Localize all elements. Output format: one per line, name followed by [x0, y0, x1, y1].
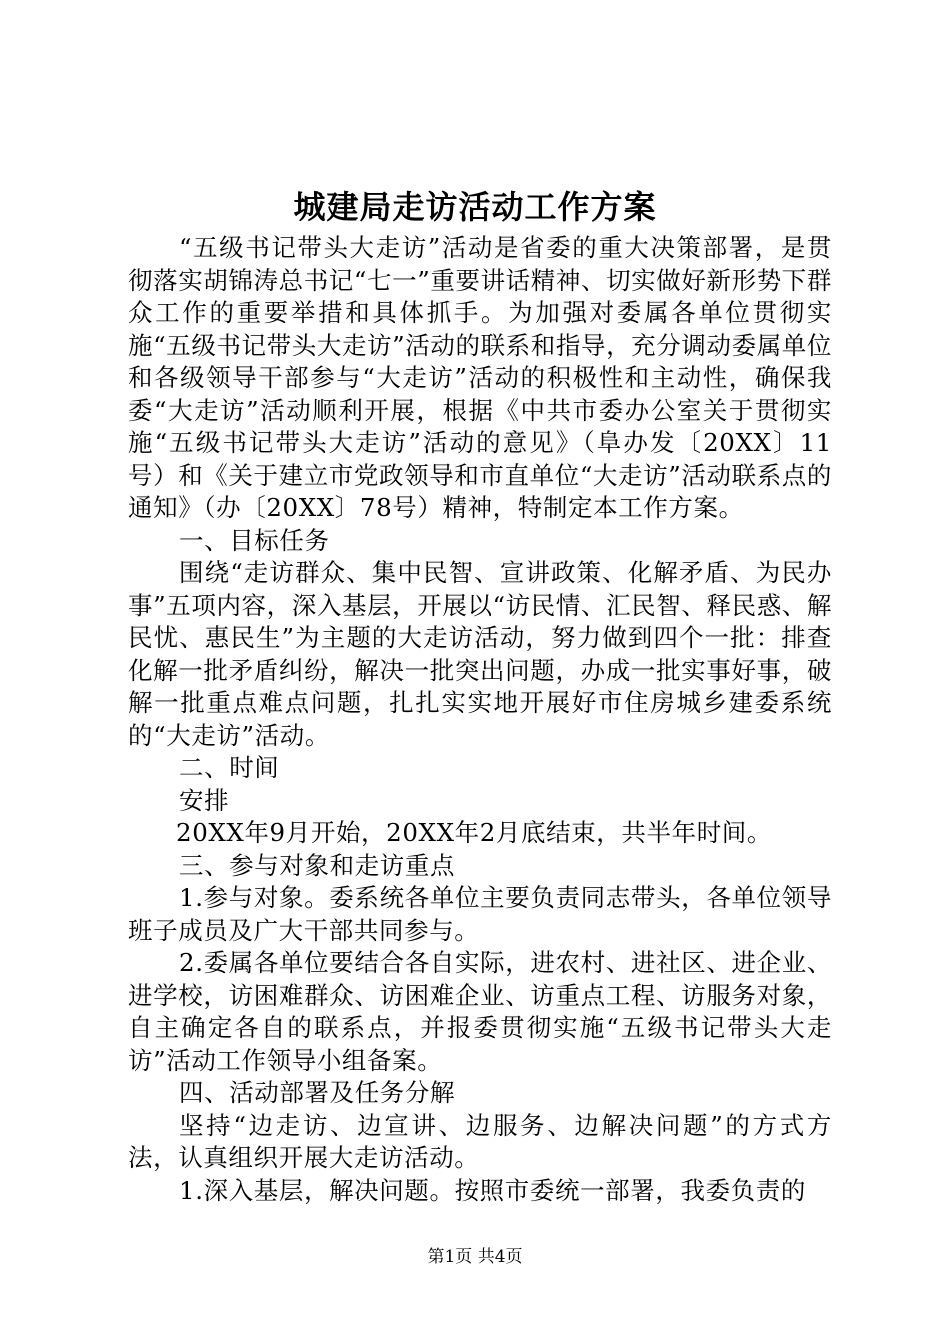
paragraph-intro: “五级书记带头大走访”活动是省委的重大决策部署，是贯彻落实胡锦涛总书记“七一”重要讲话精神、切实做好新形势下群众工作的重要举措和具体抓手。为加强对委属各单位贯彻实施“五级书记带头大走访”活动的联系和指导，充分调动委属单位和各级领导干部参与“大走访”活动的积极性和主动性，确保我委“大走访”活动顺利开展，根据《中共市委办公室关于贯彻实施“五级书记带头大走访”活动的意见》（阜办发〔20XX〕11号）和《关于建立市党政领导和市直单位“大走访”活动联系点的通知》（办〔20XX〕78号）精神，特制定本工作方案。: [128, 233, 832, 522]
heading-participants: 三、参与对象和走访重点: [179, 850, 456, 880]
paragraph-participants-2: 2.委属各单位要结合各自实际，进农村、进社区、进企业、进学校，访困难群众、访困难企业、访重点工程、访服务对象，自主确定各自的联系点，并报委贯彻实施“五级书记带头大走访”活动工作领导小组备案。: [128, 948, 832, 1075]
paragraph-deployment: 坚持“边走访、边宣讲、边服务、边解决问题”的方式方法，认真组织开展大走访活动。: [128, 1110, 832, 1172]
paragraph-goals: 围绕“走访群众、集中民智、宣讲政策、化解矛盾、为民办事”五项内容，深入基层，开展以“访民情、汇民智、释民惑、解民忧、惠民生”为主题的大走访活动，努力做到四个一批：排查化解一批矛盾纠纷，解决一批突出问题，办成一批实事好事，破解一批重点难点问题，扎扎实实地开展好市住房城乡建委系统的“大走访”活动。: [128, 558, 832, 750]
document-title: 城建局走访活动工作方案: [293, 188, 657, 226]
heading-deployment: 四、活动部署及任务分解: [179, 1078, 456, 1107]
paragraph-deployment-1: 1.深入基层，解决问题。按照市委统一部署，我委负责的: [179, 1175, 806, 1205]
document-body: [128, 232, 832, 1207]
page-number-footer: 第1页 共4页: [427, 1247, 523, 1267]
paragraph-time: 20XX年9月开始，20XX年2月底结束，共半年时间。: [176, 818, 772, 847]
heading-goals: 一、目标任务: [179, 525, 330, 555]
paragraph-participants-1: 1.参与对象。委系统各单位主要负责同志带头，各单位领导班子成员及广大干部共同参与。: [128, 883, 832, 945]
heading-time-arrangement: 安排: [179, 785, 230, 815]
heading-time: 二、时间: [179, 753, 280, 782]
